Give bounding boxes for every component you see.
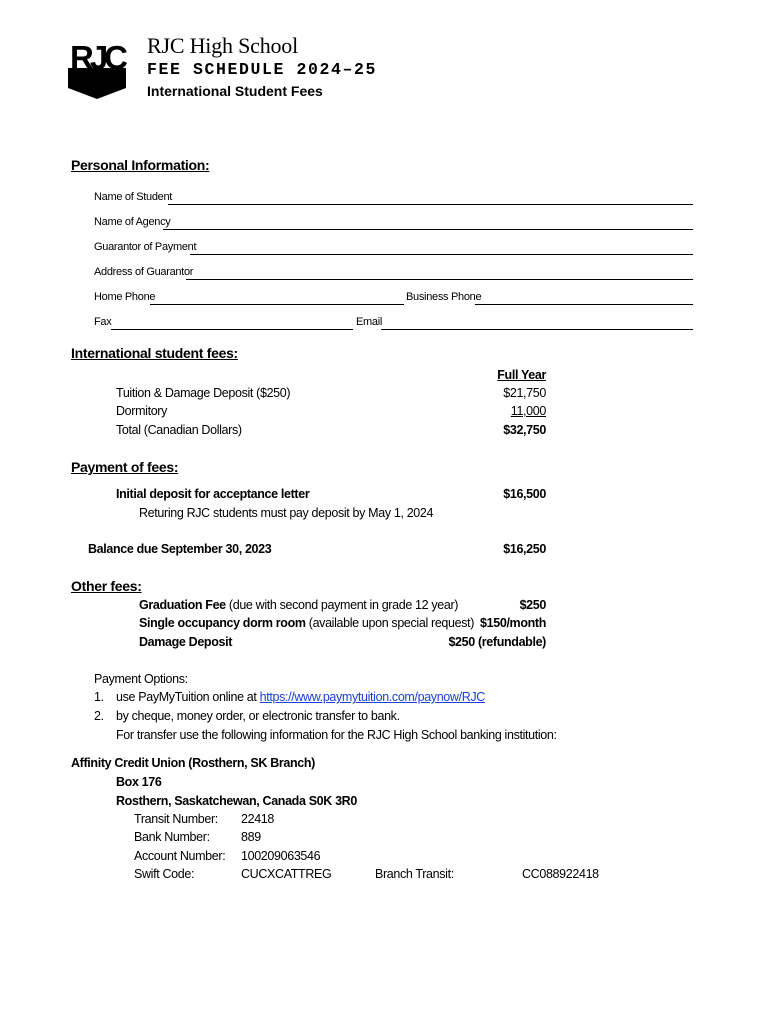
option-online — [116, 690, 485, 704]
intl-fees-heading: International student fees: — [71, 345, 238, 361]
other-fee-item — [139, 635, 232, 649]
name-of-student-label: Name of Student — [94, 191, 173, 203]
fee-row-amount: 11,000 — [510, 404, 546, 418]
fee-schedule-title: FEE SCHEDULE 2024–25 — [147, 60, 378, 79]
paymytuition-link[interactable]: https://www.paymytuition.com/paynow/RJC — [259, 690, 485, 704]
email-label: Email — [356, 316, 383, 328]
payment-heading: Payment of fees: — [71, 459, 179, 475]
business-phone-label: Business Phone — [406, 291, 482, 303]
other-fees-heading: Other fees: — [71, 578, 142, 594]
address-field[interactable] — [186, 279, 693, 280]
name-of-student-field[interactable] — [168, 204, 693, 205]
swift-code-label: Swift Code: — [134, 867, 195, 881]
guarantor-label: Guarantor of Payment — [94, 241, 197, 253]
address-label: Address of Guarantor — [94, 266, 194, 278]
document-subtitle: International Student Fees — [147, 83, 323, 99]
other-fee-amount: $250 (refundable) — [448, 635, 546, 649]
rjc-logo-shield — [66, 36, 128, 100]
initial-deposit-amount: $16,500 — [503, 487, 546, 501]
other-fee-item — [139, 616, 474, 630]
swift-code-value: CUCXCATTREG — [241, 867, 332, 881]
transfer-note: For transfer use the following information for the RJC High School banking institution: — [116, 728, 557, 742]
other-fee-amount: $150/month — [480, 616, 546, 630]
other-fee-name: Graduation Fee — [139, 598, 226, 612]
school-name: RJC High School — [147, 33, 299, 58]
bank-box: Box 176 — [116, 775, 162, 789]
payment-options-heading: Payment Options: — [94, 672, 188, 686]
home-phone-field[interactable] — [150, 304, 404, 305]
other-fee-note: (available upon special request) — [305, 616, 475, 630]
name-of-agency-label: Name of Agency — [94, 216, 171, 228]
bank-name: Affinity Credit Union (Rosthern, SK Branch) — [71, 756, 315, 770]
option-number: 2. — [94, 709, 104, 723]
balance-due-amount: $16,250 — [503, 542, 546, 556]
other-fee-name: Damage Deposit — [139, 635, 233, 649]
fax-label: Fax — [94, 316, 112, 328]
full-year-header: Full Year — [497, 368, 546, 382]
fee-row-amount: $21,750 — [503, 386, 546, 400]
option-cheque-text: by cheque, money order, or electronic transfer to bank. — [116, 709, 400, 723]
account-number-label: Account Number: — [134, 849, 226, 863]
business-phone-field[interactable] — [475, 304, 693, 305]
fax-field[interactable] — [111, 329, 353, 330]
account-number-value: 100209063546 — [241, 849, 321, 863]
fee-row-label: Dormitory — [116, 404, 168, 418]
returning-note: Returing RJC students must pay deposit by May 1, 2024 — [139, 506, 434, 520]
home-phone-label: Home Phone — [94, 291, 156, 303]
transit-label: Transit Number: — [134, 812, 218, 826]
logo-text: RJC — [69, 39, 125, 76]
transit-value: 22418 — [241, 812, 275, 826]
bank-address: Rosthern, Saskatchewan, Canada S0K 3R0 — [116, 794, 357, 808]
total-amount: $32,750 — [503, 423, 546, 437]
branch-transit-value: CC088922418 — [522, 867, 599, 881]
initial-deposit-label: Initial deposit for acceptance letter — [116, 487, 310, 501]
option-number: 1. — [94, 690, 104, 704]
option-online-text: use PayMyTuition online at — [116, 690, 260, 704]
other-fee-name: Single occupancy dorm room — [139, 616, 306, 630]
branch-transit-label: Branch Transit: — [375, 867, 454, 881]
bank-number-value: 889 — [241, 830, 261, 844]
email-field[interactable] — [381, 329, 693, 330]
other-fee-note: (due with second payment in grade 12 year) — [225, 598, 459, 612]
bank-number-label: Bank Number: — [134, 830, 210, 844]
other-fee-amount: $250 — [519, 598, 546, 612]
other-fee-item — [139, 598, 458, 612]
personal-info-heading: Personal Information: — [71, 157, 210, 173]
fee-row-label: Total (Canadian Dollars) — [116, 423, 242, 437]
name-of-agency-field[interactable] — [163, 229, 693, 230]
guarantor-field[interactable] — [190, 254, 693, 255]
balance-due-label: Balance due September 30, 2023 — [88, 542, 272, 556]
fee-row-label: Tuition & Damage Deposit ($250) — [116, 386, 291, 400]
